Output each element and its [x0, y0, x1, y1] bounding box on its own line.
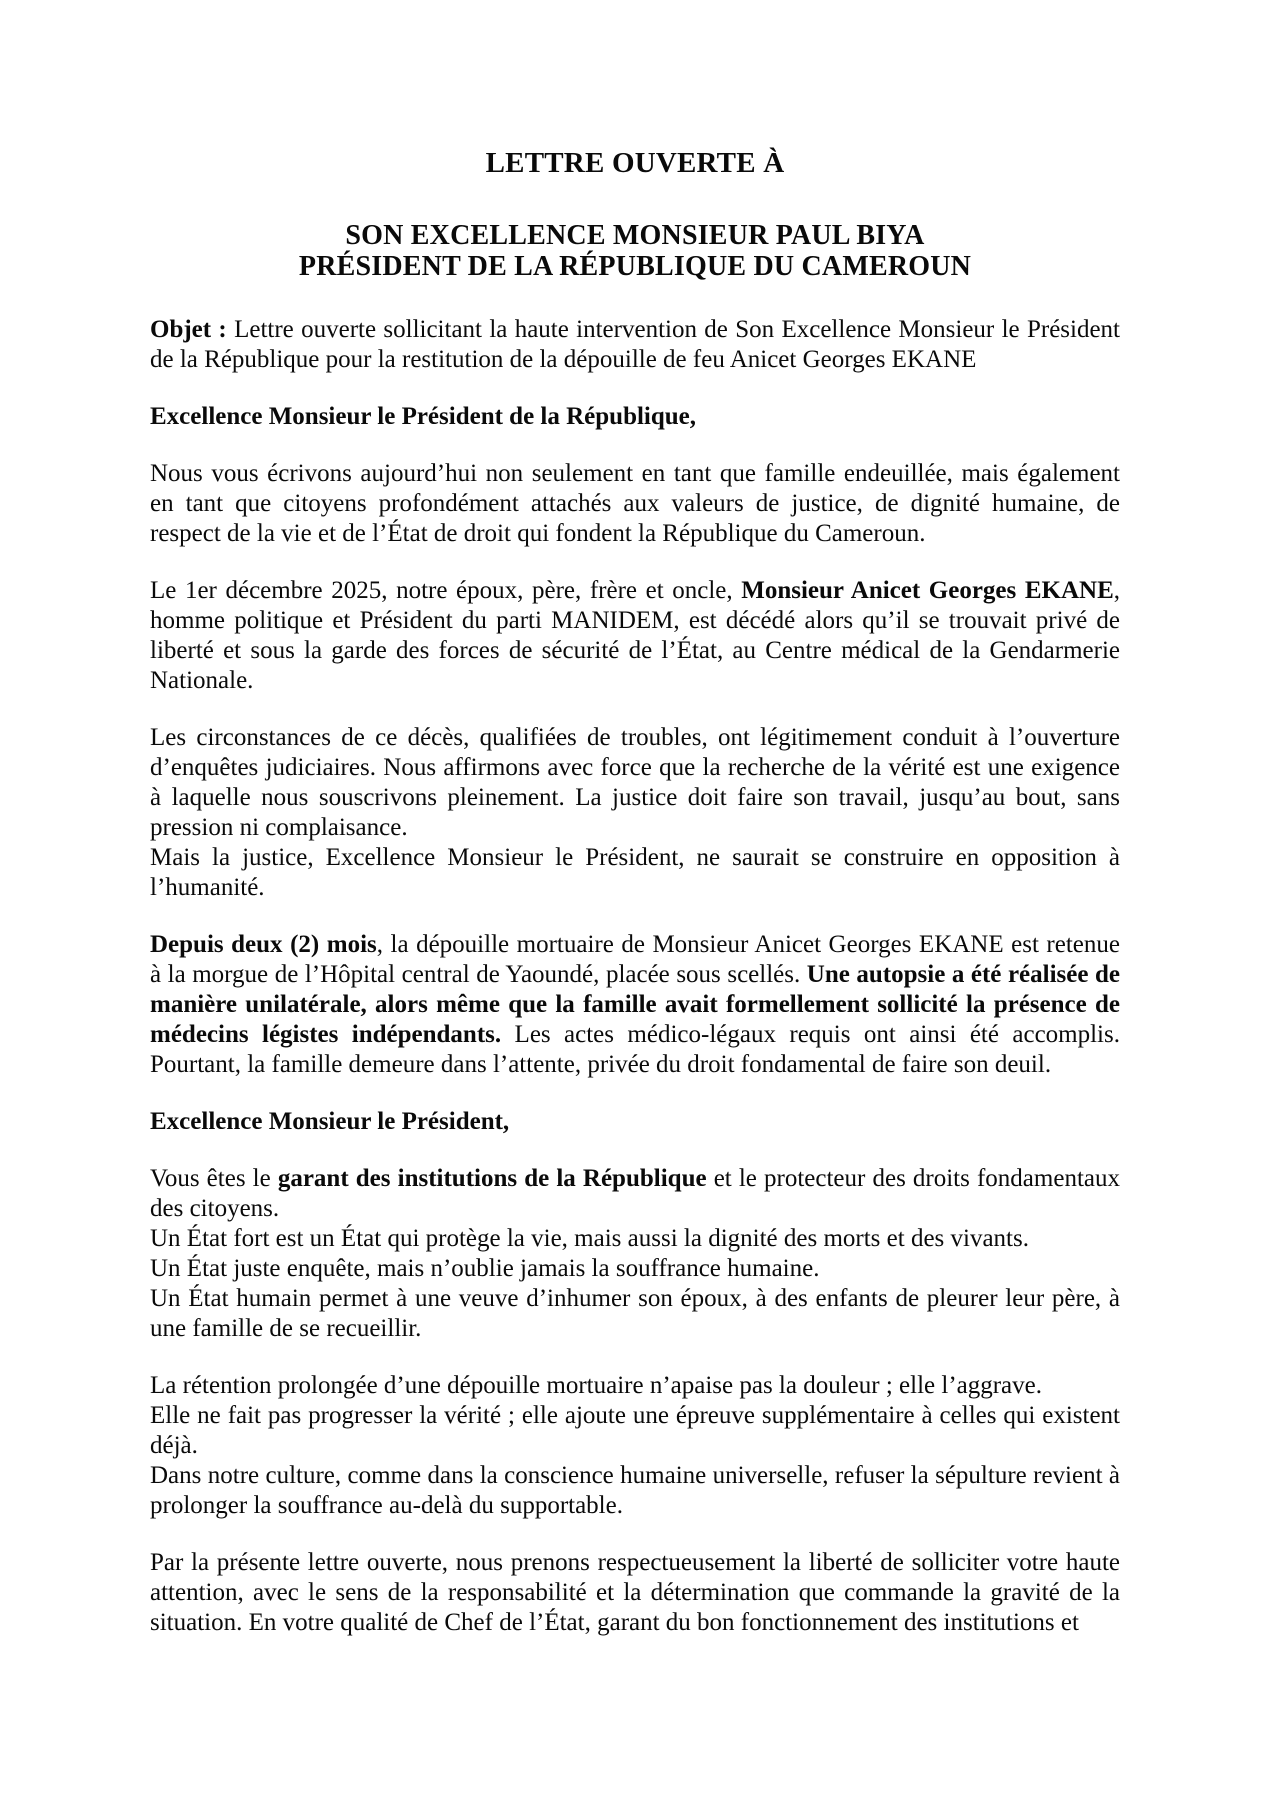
text-run: Un État juste enquête, mais n’oublie jamais la souffrance humaine. [150, 1255, 820, 1282]
text-run: La rétention prolongée d’une dépouille mortuaire n’apaise pas la douleur ; elle l’aggrave. [150, 1372, 1043, 1399]
section-heading [150, 402, 1120, 432]
text-run: , homme politique et Président du parti MANIDEM, est décédé alors qu’il se trouvait privé de liberté et sous la garde des forces de sécurité de l’État, au Centre médical de la Gendarmerie Nationale. [150, 577, 1120, 694]
bold-text-run: Objet : [150, 316, 235, 343]
bold-text-run: Depuis deux (2) mois [150, 931, 377, 958]
text-run: Par la présente lettre ouverte, nous prenons respectueusement la liberté de solliciter votre haute attention, avec le sens de la responsabilité et la détermination que commande la gravité de la situation. En votre qualité de Chef de l’État, garant du bon fonctionnement des institutions et [150, 1549, 1120, 1636]
paragraph [150, 1548, 1120, 1638]
paragraph [150, 930, 1120, 1080]
section-heading [150, 1107, 1120, 1137]
text-run: Nous vous écrivons aujourd’hui non seulement en tant que famille endeuillée, mais également en tant que citoyens profondément attachés aux valeurs de justice, de dignité humaine, de respect de la vie et de l’État de droit qui fondent la République du Cameroun. [150, 460, 1120, 547]
text-run: Vous êtes le [150, 1165, 278, 1192]
bold-text-run: garant des institutions de la République [277, 1165, 707, 1192]
text-run: Un État humain permet à une veuve d’inhumer son époux, à des enfants de pleurer leur père, à une famille de se recueillir. [150, 1285, 1120, 1342]
recipient-line-1: SON EXCELLENCE MONSIEUR PAUL BIYA [345, 220, 925, 251]
letter-body [150, 315, 1120, 1638]
text-run: Elle ne fait pas progresser la vérité ; elle ajoute une épreuve supplémentaire à celles qui existent déjà. [150, 1402, 1120, 1459]
text-run: Les actes médico-légaux requis ont ainsi été accomplis. Pourtant, la famille demeure dans l’attente, privée du droit fondamental de faire son deuil. [150, 1021, 1120, 1078]
text-run: Les circonstances de ce décès, qualifiées de troubles, ont légitimement conduit à l’ouverture d’enquêtes judiciaires. Nous affirmons avec force que la recherche de la vérité est une exigence à laquelle nous souscrivons pleinement. La justice doit faire son travail, jusqu’au bout, sans pression ni complaisance. [150, 724, 1120, 841]
paragraph [150, 315, 1120, 375]
bold-text-run: Une autopsie a été réalisée de manière unilatérale, alors même que la famille avait formellement sollicité la présence de médecins légistes indépendants. [150, 961, 1120, 1048]
letter-recipient [150, 220, 1120, 282]
bold-text-run: Excellence Monsieur le Président de la République, [150, 403, 697, 430]
text-run: Dans notre culture, comme dans la conscience humaine universelle, refuser la sépulture revient à prolonger la souffrance au-delà du supportable. [150, 1462, 1120, 1519]
paragraph [150, 1164, 1120, 1344]
text-run: Un État fort est un État qui protège la vie, mais aussi la dignité des morts et des vivants. [150, 1225, 1029, 1252]
paragraph [150, 1371, 1120, 1521]
recipient-line-2: PRÉSIDENT DE LA RÉPUBLIQUE DU CAMEROUN [298, 251, 972, 282]
text-run: et le protecteur des droits fondamentaux des citoyens. [150, 1165, 1120, 1222]
bold-text-run: Monsieur Anicet Georges EKANE [741, 577, 1114, 604]
text-run: Lettre ouverte sollicitant la haute intervention de Son Excellence Monsieur le Président de la République pour la restitution de la dépouille de feu Anicet Georges EKANE [150, 316, 1121, 373]
letter-content [150, 146, 1120, 1665]
text-run: Le 1er décembre 2025, notre époux, père, frère et oncle, [150, 577, 742, 604]
letter-title: LETTRE OUVERTE À [485, 147, 785, 179]
paragraph [150, 723, 1120, 903]
text-run: , la dépouille mortuaire de Monsieur Anicet Georges EKANE est retenue à la morgue de l’Hôpital central de Yaoundé, placée sous scellés. [150, 931, 1120, 988]
paragraph [150, 459, 1120, 549]
text-run: Mais la justice, Excellence Monsieur le Président, ne saurait se construire en opposition à l’humanité. [150, 844, 1120, 901]
bold-text-run: Excellence Monsieur le Président, [150, 1108, 510, 1135]
paragraph [150, 576, 1120, 696]
